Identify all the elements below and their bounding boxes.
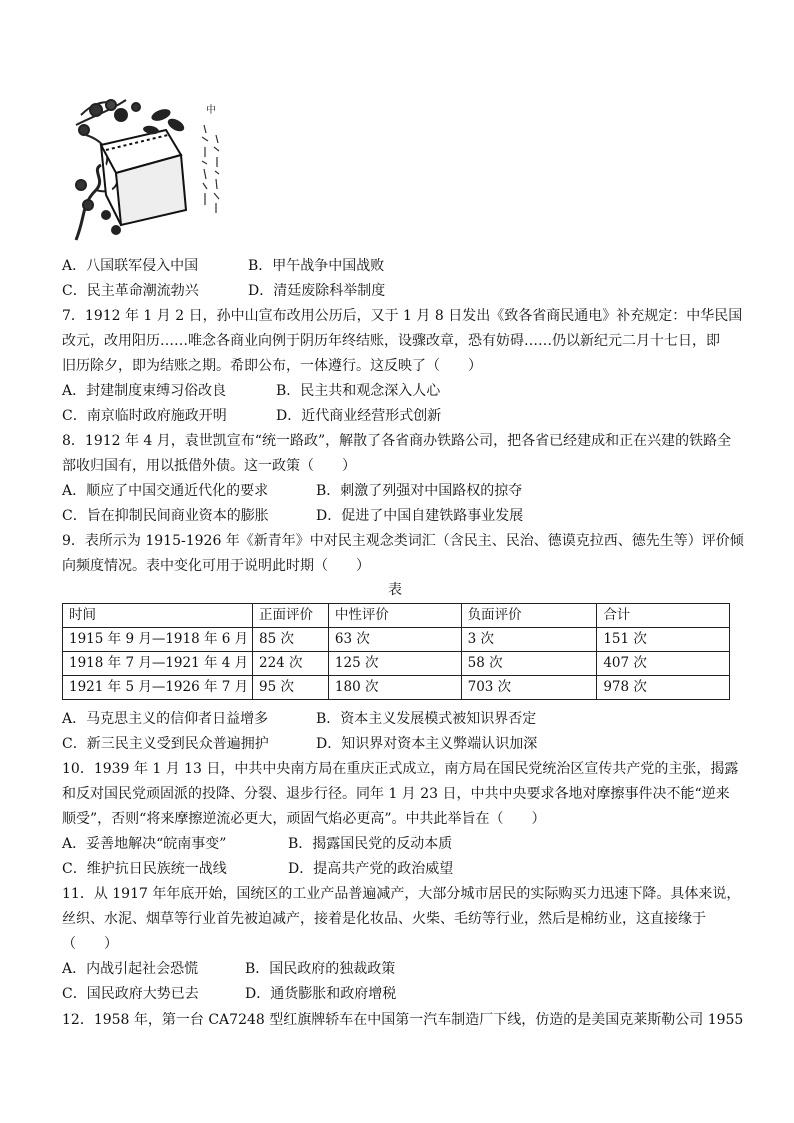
box-lid-icon: [101, 130, 186, 225]
q11-option-a[interactable]: A．内战引起社会恐慌: [62, 961, 199, 977]
q7-option-d[interactable]: D．近代商业经营形式创新: [276, 408, 442, 424]
table-row: [63, 676, 730, 700]
table-cell: 703 次: [461, 676, 597, 700]
q7-option-c[interactable]: C．南京临时政府施政开明: [62, 408, 227, 424]
table-cell: 95 次: [252, 676, 328, 700]
table-cell: 151 次: [597, 628, 730, 652]
table-cell: 1915 年 9 月—1918 年 6 月: [63, 628, 253, 652]
table-cell: 63 次: [328, 628, 461, 652]
q10-stem-line-2: 和反对国民党顽固派的投降、分裂、退步行径。同年 1 月 23 日，中共中央要求各地对摩擦事件决不能“逆来: [62, 786, 730, 802]
q10-option-a[interactable]: A．妥善地解决“皖南事变”: [62, 836, 227, 852]
q10-option-d[interactable]: D．提高共产党的政治威望: [288, 861, 454, 877]
table-caption: 表: [388, 582, 402, 598]
q7-option-b[interactable]: B．民主共和观念深入人心: [276, 383, 441, 399]
q7-stem-line-2: 改元，改用阳历……唯念各商业向例于阴历年终结账，设骤改章，恐有妨碍……仍以新纪元二月十七日，即: [62, 333, 720, 349]
q9-option-d[interactable]: D．知识界对资本主义弊端认识加深: [316, 736, 538, 752]
q9-option-b[interactable]: B．资本主义发展模式被知识界否定: [316, 711, 537, 727]
table-cell: 224 次: [252, 652, 328, 676]
table-cell: 407 次: [597, 652, 730, 676]
q10-stem-line-3: 顺受”，否则“将来摩擦逆流必更大，顽固气焰必更高”。中共此举旨在（ ）: [62, 811, 546, 827]
table-row: [63, 652, 730, 676]
evaluation-frequency-table: [62, 603, 730, 700]
table-header-cell: 中性评价: [328, 604, 461, 628]
table-header-cell: 正面评价: [252, 604, 328, 628]
q11-option-c[interactable]: C．国民政府大势已去: [62, 986, 199, 1002]
table-cell: 180 次: [328, 676, 461, 700]
q10-option-b[interactable]: B．揭露国民党的反动本质: [288, 836, 453, 852]
table-header-cell: 时间: [63, 604, 253, 628]
table-header-cell: 负面评价: [461, 604, 597, 628]
q8-option-c[interactable]: C．旨在抑制民间商业资本的膨胀: [62, 508, 269, 524]
q8-stem-line-2: 部收归国有，用以抵借外债。这一政策（ ）: [62, 458, 356, 474]
table-cell: 85 次: [252, 628, 328, 652]
table-cell: 58 次: [461, 652, 597, 676]
q6-option-d[interactable]: D．清廷废除科举制度: [248, 283, 386, 299]
q6-option-b[interactable]: B．甲午战争中国战败: [248, 258, 385, 274]
q11-option-d[interactable]: D．通货膨胀和政府增税: [245, 986, 397, 1002]
q8-option-b[interactable]: B．刺激了列强对中国路权的掠夺: [316, 483, 523, 499]
table-cell: 1921 年 5 月—1926 年 7 月: [63, 676, 253, 700]
q7-stem-line-1: 7．1912 年 1 月 2 日，孙中山宣布改用公历后，又于 1 月 8 日发出《致各省商民通电》补充规定：中华民国: [62, 308, 743, 324]
q10-stem-line-1: 10．1939 年 1 月 13 日，中共中央南方局在重庆正式成立，南方局在国民党统治区宣传共产党的主张，揭露: [62, 761, 739, 777]
q8-option-d[interactable]: D．促进了中国自建铁路事业发展: [316, 508, 524, 524]
q11-option-b[interactable]: B．国民政府的独裁政策: [245, 961, 396, 977]
q6-option-a[interactable]: A．八国联军侵入中国: [62, 258, 199, 274]
table-header-row: [63, 604, 730, 628]
cartoon-inscription: [202, 125, 219, 213]
q6-option-c[interactable]: C．民主革命潮流勃兴: [62, 283, 199, 299]
q9-stem-line-2: 向频度情况。表中变化可用于说明此时期（ ）: [62, 558, 370, 574]
table-row: [63, 628, 730, 652]
q11-stem-line-2: 丝织、水泥、烟草等行业首先被迫减产，接着是化妆品、火柴、毛纺等行业，然后是棉纺业，这直接缘于: [62, 911, 706, 927]
q12-stem-line-1: 12．1958 年，第一台 CA7248 型红旗牌轿车在中国第一汽车制造厂下线，仿造的是美国克莱斯勒公司 1955: [62, 1012, 744, 1028]
political-cartoon-illustration: [66, 95, 226, 245]
q9-stem-line-1: 9．表所示为 1915-1926 年《新青年》中对民主观念类词汇（含民主、民治、德谟克拉西、德先生等）评价倾: [62, 533, 744, 549]
table-cell: 3 次: [461, 628, 597, 652]
cartoon-inscription-heading: 中: [206, 105, 216, 116]
q8-stem-line-1: 8．1912 年 4 月，袁世凯宣布“统一路政”，解散了各省商办铁路公司，把各省已经建成和正在兴建的铁路全: [62, 433, 732, 449]
q7-option-a[interactable]: A．封建制度束缚习俗改良: [62, 383, 227, 399]
q8-option-a[interactable]: A．顺应了中国交通近代化的要求: [62, 483, 269, 499]
table-cell: 1918 年 7 月—1921 年 4 月: [63, 652, 253, 676]
q9-option-a[interactable]: A．马克思主义的信仰者日益增多: [62, 711, 269, 727]
table-cell: 125 次: [328, 652, 461, 676]
table-header-cell: 合计: [597, 604, 730, 628]
q11-stem-line-1: 11．从 1917 年年底开始，国统区的工业产品普遍减产，大部分城市居民的实际购买力迅速下降。具体来说，: [62, 886, 741, 902]
q11-stem-line-3: （ ）: [62, 936, 118, 952]
table-cell: 978 次: [597, 676, 730, 700]
q7-stem-line-3: 旧历除夕，即为结账之期。希即公布，一体遵行。这反映了（ ）: [62, 358, 482, 374]
q10-option-c[interactable]: C．维护抗日民族统一战线: [62, 861, 227, 877]
q9-option-c[interactable]: C．新三民主义受到民众普遍拥护: [62, 736, 269, 752]
